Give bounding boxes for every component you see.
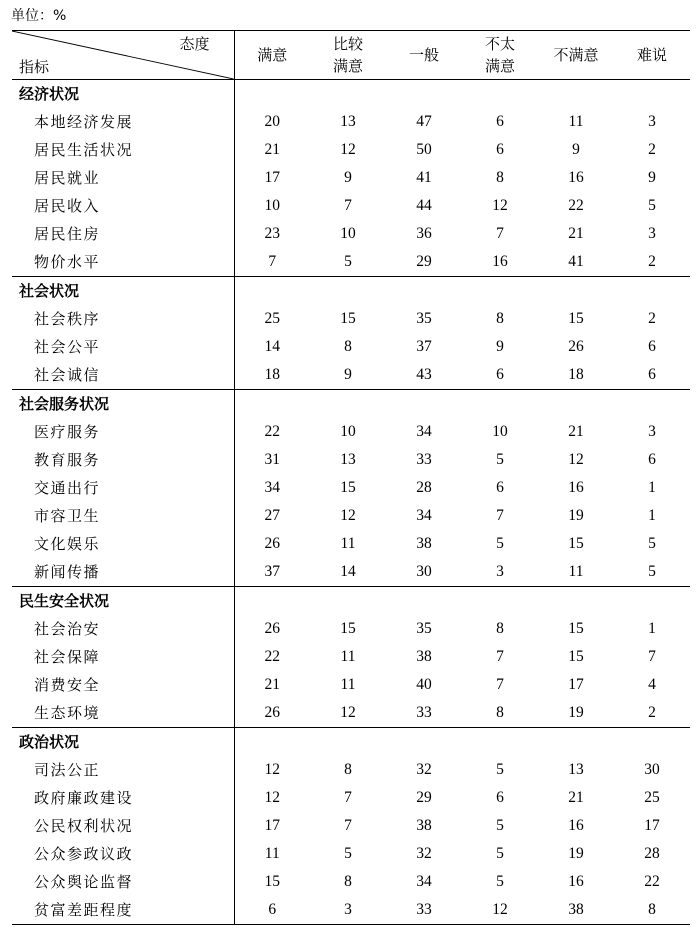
value-cell: 7 bbox=[496, 648, 504, 665]
group-header-row bbox=[12, 728, 690, 757]
value-cell: 12 bbox=[264, 789, 280, 806]
value-cell: 1 bbox=[648, 507, 656, 524]
satisfaction-table bbox=[12, 30, 690, 925]
table-row bbox=[12, 868, 690, 896]
value-cell: 18 bbox=[264, 366, 280, 383]
value-cell: 30 bbox=[416, 563, 432, 580]
value-cell: 22 bbox=[568, 197, 584, 214]
value-cell: 15 bbox=[568, 620, 584, 637]
value-cell: 21 bbox=[568, 789, 584, 806]
table-row bbox=[12, 136, 690, 164]
value-cell: 38 bbox=[416, 535, 432, 552]
value-cell: 28 bbox=[416, 479, 432, 496]
value-cell: 7 bbox=[496, 225, 504, 242]
row-label: 居民住房 bbox=[12, 220, 234, 248]
value-cell: 16 bbox=[492, 253, 508, 270]
value-cell: 26 bbox=[264, 535, 280, 552]
row-label: 司法公正 bbox=[12, 756, 234, 784]
column-header-satisfied: 满意 bbox=[234, 31, 310, 80]
group-name: 民生安全状况 bbox=[12, 587, 234, 616]
value-cell: 2 bbox=[648, 310, 656, 327]
value-cell: 9 bbox=[496, 338, 504, 355]
value-cell: 7 bbox=[344, 789, 352, 806]
empty-cell bbox=[234, 587, 310, 616]
value-cell: 11 bbox=[340, 648, 356, 665]
value-cell: 12 bbox=[340, 141, 356, 158]
value-cell: 19 bbox=[568, 845, 584, 862]
empty-cell bbox=[310, 728, 386, 757]
empty-cell bbox=[614, 587, 690, 616]
row-label: 市容卫生 bbox=[12, 502, 234, 530]
table-row bbox=[12, 108, 690, 136]
table-row bbox=[12, 474, 690, 502]
row-label: 公众舆论监督 bbox=[12, 868, 234, 896]
row-label: 居民收入 bbox=[12, 192, 234, 220]
value-cell: 44 bbox=[416, 197, 432, 214]
value-cell: 8 bbox=[344, 761, 352, 778]
value-cell: 35 bbox=[416, 310, 432, 327]
value-cell: 3 bbox=[648, 423, 656, 440]
value-cell: 9 bbox=[344, 366, 352, 383]
value-cell: 13 bbox=[568, 761, 584, 778]
empty-cell bbox=[310, 80, 386, 109]
value-cell: 11 bbox=[568, 113, 584, 130]
empty-cell bbox=[462, 728, 538, 757]
empty-cell bbox=[462, 390, 538, 419]
value-cell: 6 bbox=[496, 141, 504, 158]
value-cell: 7 bbox=[496, 676, 504, 693]
value-cell: 41 bbox=[568, 253, 584, 270]
value-cell: 12 bbox=[340, 704, 356, 721]
table-row bbox=[12, 812, 690, 840]
table-row bbox=[12, 192, 690, 220]
value-cell: 16 bbox=[568, 873, 584, 890]
empty-cell bbox=[234, 80, 310, 109]
table-row bbox=[12, 220, 690, 248]
value-cell: 50 bbox=[416, 141, 432, 158]
empty-cell bbox=[310, 587, 386, 616]
value-cell: 16 bbox=[568, 169, 584, 186]
value-cell: 26 bbox=[568, 338, 584, 355]
value-cell: 6 bbox=[496, 366, 504, 383]
row-label: 消费安全 bbox=[12, 671, 234, 699]
value-cell: 7 bbox=[496, 507, 504, 524]
table-row bbox=[12, 558, 690, 587]
value-cell: 26 bbox=[264, 704, 280, 721]
value-cell: 12 bbox=[462, 896, 538, 925]
value-cell: 3 bbox=[648, 113, 656, 130]
value-cell: 3 bbox=[648, 225, 656, 242]
empty-cell bbox=[386, 587, 462, 616]
value-cell: 29 bbox=[416, 789, 432, 806]
value-cell: 5 bbox=[496, 845, 504, 862]
value-cell: 17 bbox=[264, 169, 280, 186]
value-cell: 5 bbox=[648, 197, 656, 214]
value-cell: 12 bbox=[340, 507, 356, 524]
unit-label: 单位：% bbox=[11, 8, 67, 24]
empty-cell bbox=[234, 277, 310, 306]
value-cell: 11 bbox=[340, 535, 356, 552]
value-cell: 14 bbox=[264, 338, 280, 355]
value-cell: 15 bbox=[568, 535, 584, 552]
row-label: 居民就业 bbox=[12, 164, 234, 192]
table-row bbox=[12, 305, 690, 333]
value-cell: 17 bbox=[568, 676, 584, 693]
empty-cell bbox=[386, 277, 462, 306]
row-label: 交通出行 bbox=[12, 474, 234, 502]
value-cell: 22 bbox=[264, 423, 280, 440]
value-cell: 16 bbox=[568, 817, 584, 834]
value-cell: 15 bbox=[264, 873, 280, 890]
value-cell: 7 bbox=[268, 253, 277, 270]
empty-cell bbox=[538, 728, 614, 757]
row-label: 医疗服务 bbox=[12, 418, 234, 446]
empty-cell bbox=[538, 390, 614, 419]
value-cell: 32 bbox=[416, 845, 432, 862]
value-cell: 6 bbox=[234, 896, 310, 925]
table-row bbox=[12, 418, 690, 446]
value-cell: 12 bbox=[568, 451, 584, 468]
row-label: 居民生活状况 bbox=[12, 136, 234, 164]
value-cell: 5 bbox=[648, 535, 656, 552]
value-cell: 6 bbox=[648, 338, 656, 355]
value-cell: 21 bbox=[568, 225, 584, 242]
column-header-not-very-satisfied: 不太 满意 bbox=[462, 31, 538, 80]
row-label: 本地经济发展 bbox=[12, 108, 234, 136]
empty-cell bbox=[310, 390, 386, 419]
value-cell: 5 bbox=[648, 563, 656, 580]
attitude-header: 态度 bbox=[179, 35, 210, 53]
empty-cell bbox=[386, 80, 462, 109]
empty-cell bbox=[234, 728, 310, 757]
group-name: 社会服务状况 bbox=[12, 390, 234, 419]
group-name: 政治状况 bbox=[12, 728, 234, 757]
value-cell: 10 bbox=[264, 197, 280, 214]
value-cell: 7 bbox=[648, 648, 656, 665]
table-row bbox=[12, 756, 690, 784]
value-cell: 36 bbox=[416, 225, 432, 242]
value-cell: 8 bbox=[344, 338, 352, 355]
value-cell: 30 bbox=[644, 761, 660, 778]
value-cell: 11 bbox=[340, 676, 356, 693]
value-cell: 8 bbox=[496, 310, 504, 327]
value-cell: 5 bbox=[496, 817, 504, 834]
value-cell: 10 bbox=[492, 423, 508, 440]
indicator-header: 指标 bbox=[19, 58, 50, 76]
value-cell: 15 bbox=[568, 310, 584, 327]
value-cell: 34 bbox=[416, 423, 432, 440]
value-cell: 15 bbox=[340, 620, 356, 637]
value-cell: 7 bbox=[344, 817, 352, 834]
value-cell: 35 bbox=[416, 620, 432, 637]
empty-cell bbox=[462, 277, 538, 306]
empty-cell bbox=[538, 587, 614, 616]
row-label: 社会公平 bbox=[12, 333, 234, 361]
value-cell: 43 bbox=[416, 366, 432, 383]
value-cell: 17 bbox=[644, 817, 660, 834]
value-cell: 26 bbox=[264, 620, 280, 637]
value-cell: 38 bbox=[416, 648, 432, 665]
value-cell: 2 bbox=[648, 141, 656, 158]
value-cell: 5 bbox=[496, 535, 504, 552]
row-label: 新闻传播 bbox=[12, 558, 234, 587]
value-cell: 8 bbox=[496, 169, 504, 186]
column-header-dissatisfied: 不满意 bbox=[538, 31, 614, 80]
value-cell: 33 bbox=[416, 451, 432, 468]
value-cell: 2 bbox=[648, 253, 656, 270]
table-row bbox=[12, 840, 690, 868]
table-row bbox=[12, 446, 690, 474]
table-row bbox=[12, 530, 690, 558]
table-row bbox=[12, 784, 690, 812]
value-cell: 47 bbox=[416, 113, 432, 130]
column-header-neutral: 一般 bbox=[386, 31, 462, 80]
value-cell: 25 bbox=[644, 789, 660, 806]
value-cell: 29 bbox=[416, 253, 432, 270]
value-cell: 6 bbox=[496, 113, 504, 130]
value-cell: 11 bbox=[264, 845, 280, 862]
value-cell: 21 bbox=[264, 141, 280, 158]
value-cell: 9 bbox=[572, 141, 580, 158]
group-name: 社会状况 bbox=[12, 277, 234, 306]
group-header-row bbox=[12, 277, 690, 306]
table-row bbox=[12, 671, 690, 699]
value-cell: 25 bbox=[264, 310, 280, 327]
value-cell: 19 bbox=[568, 704, 584, 721]
value-cell: 5 bbox=[344, 845, 352, 862]
value-cell: 21 bbox=[264, 676, 280, 693]
value-cell: 3 bbox=[310, 896, 386, 925]
empty-cell bbox=[614, 728, 690, 757]
value-cell: 21 bbox=[568, 423, 584, 440]
column-header-fairly-satisfied: 比较 满意 bbox=[310, 31, 386, 80]
group-header-row bbox=[12, 390, 690, 419]
empty-cell bbox=[310, 277, 386, 306]
value-cell: 7 bbox=[344, 197, 352, 214]
value-cell: 16 bbox=[568, 479, 584, 496]
row-label: 社会保障 bbox=[12, 643, 234, 671]
value-cell: 40 bbox=[416, 676, 432, 693]
row-label: 物价水平 bbox=[12, 248, 234, 277]
value-cell: 41 bbox=[416, 169, 432, 186]
value-cell: 33 bbox=[416, 704, 432, 721]
table-row bbox=[12, 361, 690, 390]
value-cell: 38 bbox=[416, 817, 432, 834]
empty-cell bbox=[538, 277, 614, 306]
value-cell: 8 bbox=[344, 873, 352, 890]
value-cell: 27 bbox=[264, 507, 280, 524]
table-row bbox=[12, 643, 690, 671]
value-cell: 15 bbox=[340, 479, 356, 496]
empty-cell bbox=[462, 587, 538, 616]
value-cell: 23 bbox=[264, 225, 280, 242]
value-cell: 37 bbox=[416, 338, 432, 355]
value-cell: 13 bbox=[340, 113, 356, 130]
value-cell: 1 bbox=[648, 620, 656, 637]
header-row bbox=[12, 31, 690, 80]
table-row bbox=[12, 615, 690, 643]
value-cell: 8 bbox=[496, 704, 504, 721]
value-cell: 12 bbox=[264, 761, 280, 778]
empty-cell bbox=[234, 390, 310, 419]
value-cell: 31 bbox=[264, 451, 280, 468]
value-cell: 6 bbox=[496, 789, 504, 806]
row-label: 社会治安 bbox=[12, 615, 234, 643]
value-cell: 28 bbox=[644, 845, 660, 862]
empty-cell bbox=[462, 80, 538, 109]
value-cell: 8 bbox=[496, 620, 504, 637]
empty-cell bbox=[614, 80, 690, 109]
value-cell: 15 bbox=[340, 310, 356, 327]
empty-cell bbox=[614, 390, 690, 419]
table-row bbox=[12, 333, 690, 361]
row-label: 教育服务 bbox=[12, 446, 234, 474]
value-cell: 6 bbox=[648, 366, 656, 383]
value-cell: 20 bbox=[264, 113, 280, 130]
value-cell: 3 bbox=[496, 563, 504, 580]
row-label: 政府廉政建设 bbox=[12, 784, 234, 812]
group-header-row bbox=[12, 587, 690, 616]
column-header-hard-to-say: 难说 bbox=[614, 31, 690, 80]
table-row bbox=[12, 502, 690, 530]
value-cell: 9 bbox=[344, 169, 352, 186]
table-body bbox=[12, 80, 690, 925]
value-cell: 6 bbox=[496, 479, 504, 496]
value-cell: 4 bbox=[648, 676, 656, 693]
value-cell: 13 bbox=[340, 451, 356, 468]
row-label: 社会秩序 bbox=[12, 305, 234, 333]
group-header-row bbox=[12, 80, 690, 109]
group-name: 经济状况 bbox=[12, 80, 234, 109]
value-cell: 8 bbox=[614, 896, 690, 925]
value-cell: 5 bbox=[344, 253, 352, 270]
value-cell: 34 bbox=[416, 873, 432, 890]
corner-header-cell bbox=[12, 31, 234, 80]
table-row bbox=[12, 896, 690, 925]
row-label: 社会诚信 bbox=[12, 361, 234, 390]
row-label: 公民权利状况 bbox=[12, 812, 234, 840]
row-label: 贫富差距程度 bbox=[12, 896, 234, 925]
empty-cell bbox=[386, 390, 462, 419]
value-cell: 9 bbox=[648, 169, 656, 186]
value-cell: 22 bbox=[264, 648, 280, 665]
row-label: 公众参政议政 bbox=[12, 840, 234, 868]
value-cell: 14 bbox=[340, 563, 356, 580]
value-cell: 34 bbox=[264, 479, 280, 496]
empty-cell bbox=[614, 277, 690, 306]
value-cell: 5 bbox=[496, 451, 504, 468]
value-cell: 15 bbox=[568, 648, 584, 665]
value-cell: 10 bbox=[340, 225, 356, 242]
value-cell: 12 bbox=[492, 197, 508, 214]
value-cell: 33 bbox=[386, 896, 462, 925]
table-row bbox=[12, 164, 690, 192]
value-cell: 19 bbox=[568, 507, 584, 524]
value-cell: 6 bbox=[648, 451, 656, 468]
value-cell: 11 bbox=[568, 563, 584, 580]
value-cell: 34 bbox=[416, 507, 432, 524]
value-cell: 22 bbox=[644, 873, 660, 890]
empty-cell bbox=[386, 728, 462, 757]
value-cell: 5 bbox=[496, 873, 504, 890]
value-cell: 37 bbox=[264, 563, 280, 580]
row-label: 文化娱乐 bbox=[12, 530, 234, 558]
value-cell: 2 bbox=[648, 704, 656, 721]
table-row bbox=[12, 248, 690, 277]
value-cell: 18 bbox=[568, 366, 584, 383]
value-cell: 5 bbox=[496, 761, 504, 778]
value-cell: 10 bbox=[340, 423, 356, 440]
value-cell: 17 bbox=[264, 817, 280, 834]
row-label: 生态环境 bbox=[12, 699, 234, 728]
empty-cell bbox=[538, 80, 614, 109]
value-cell: 1 bbox=[648, 479, 656, 496]
value-cell: 38 bbox=[538, 896, 614, 925]
table-row bbox=[12, 699, 690, 728]
value-cell: 32 bbox=[416, 761, 432, 778]
